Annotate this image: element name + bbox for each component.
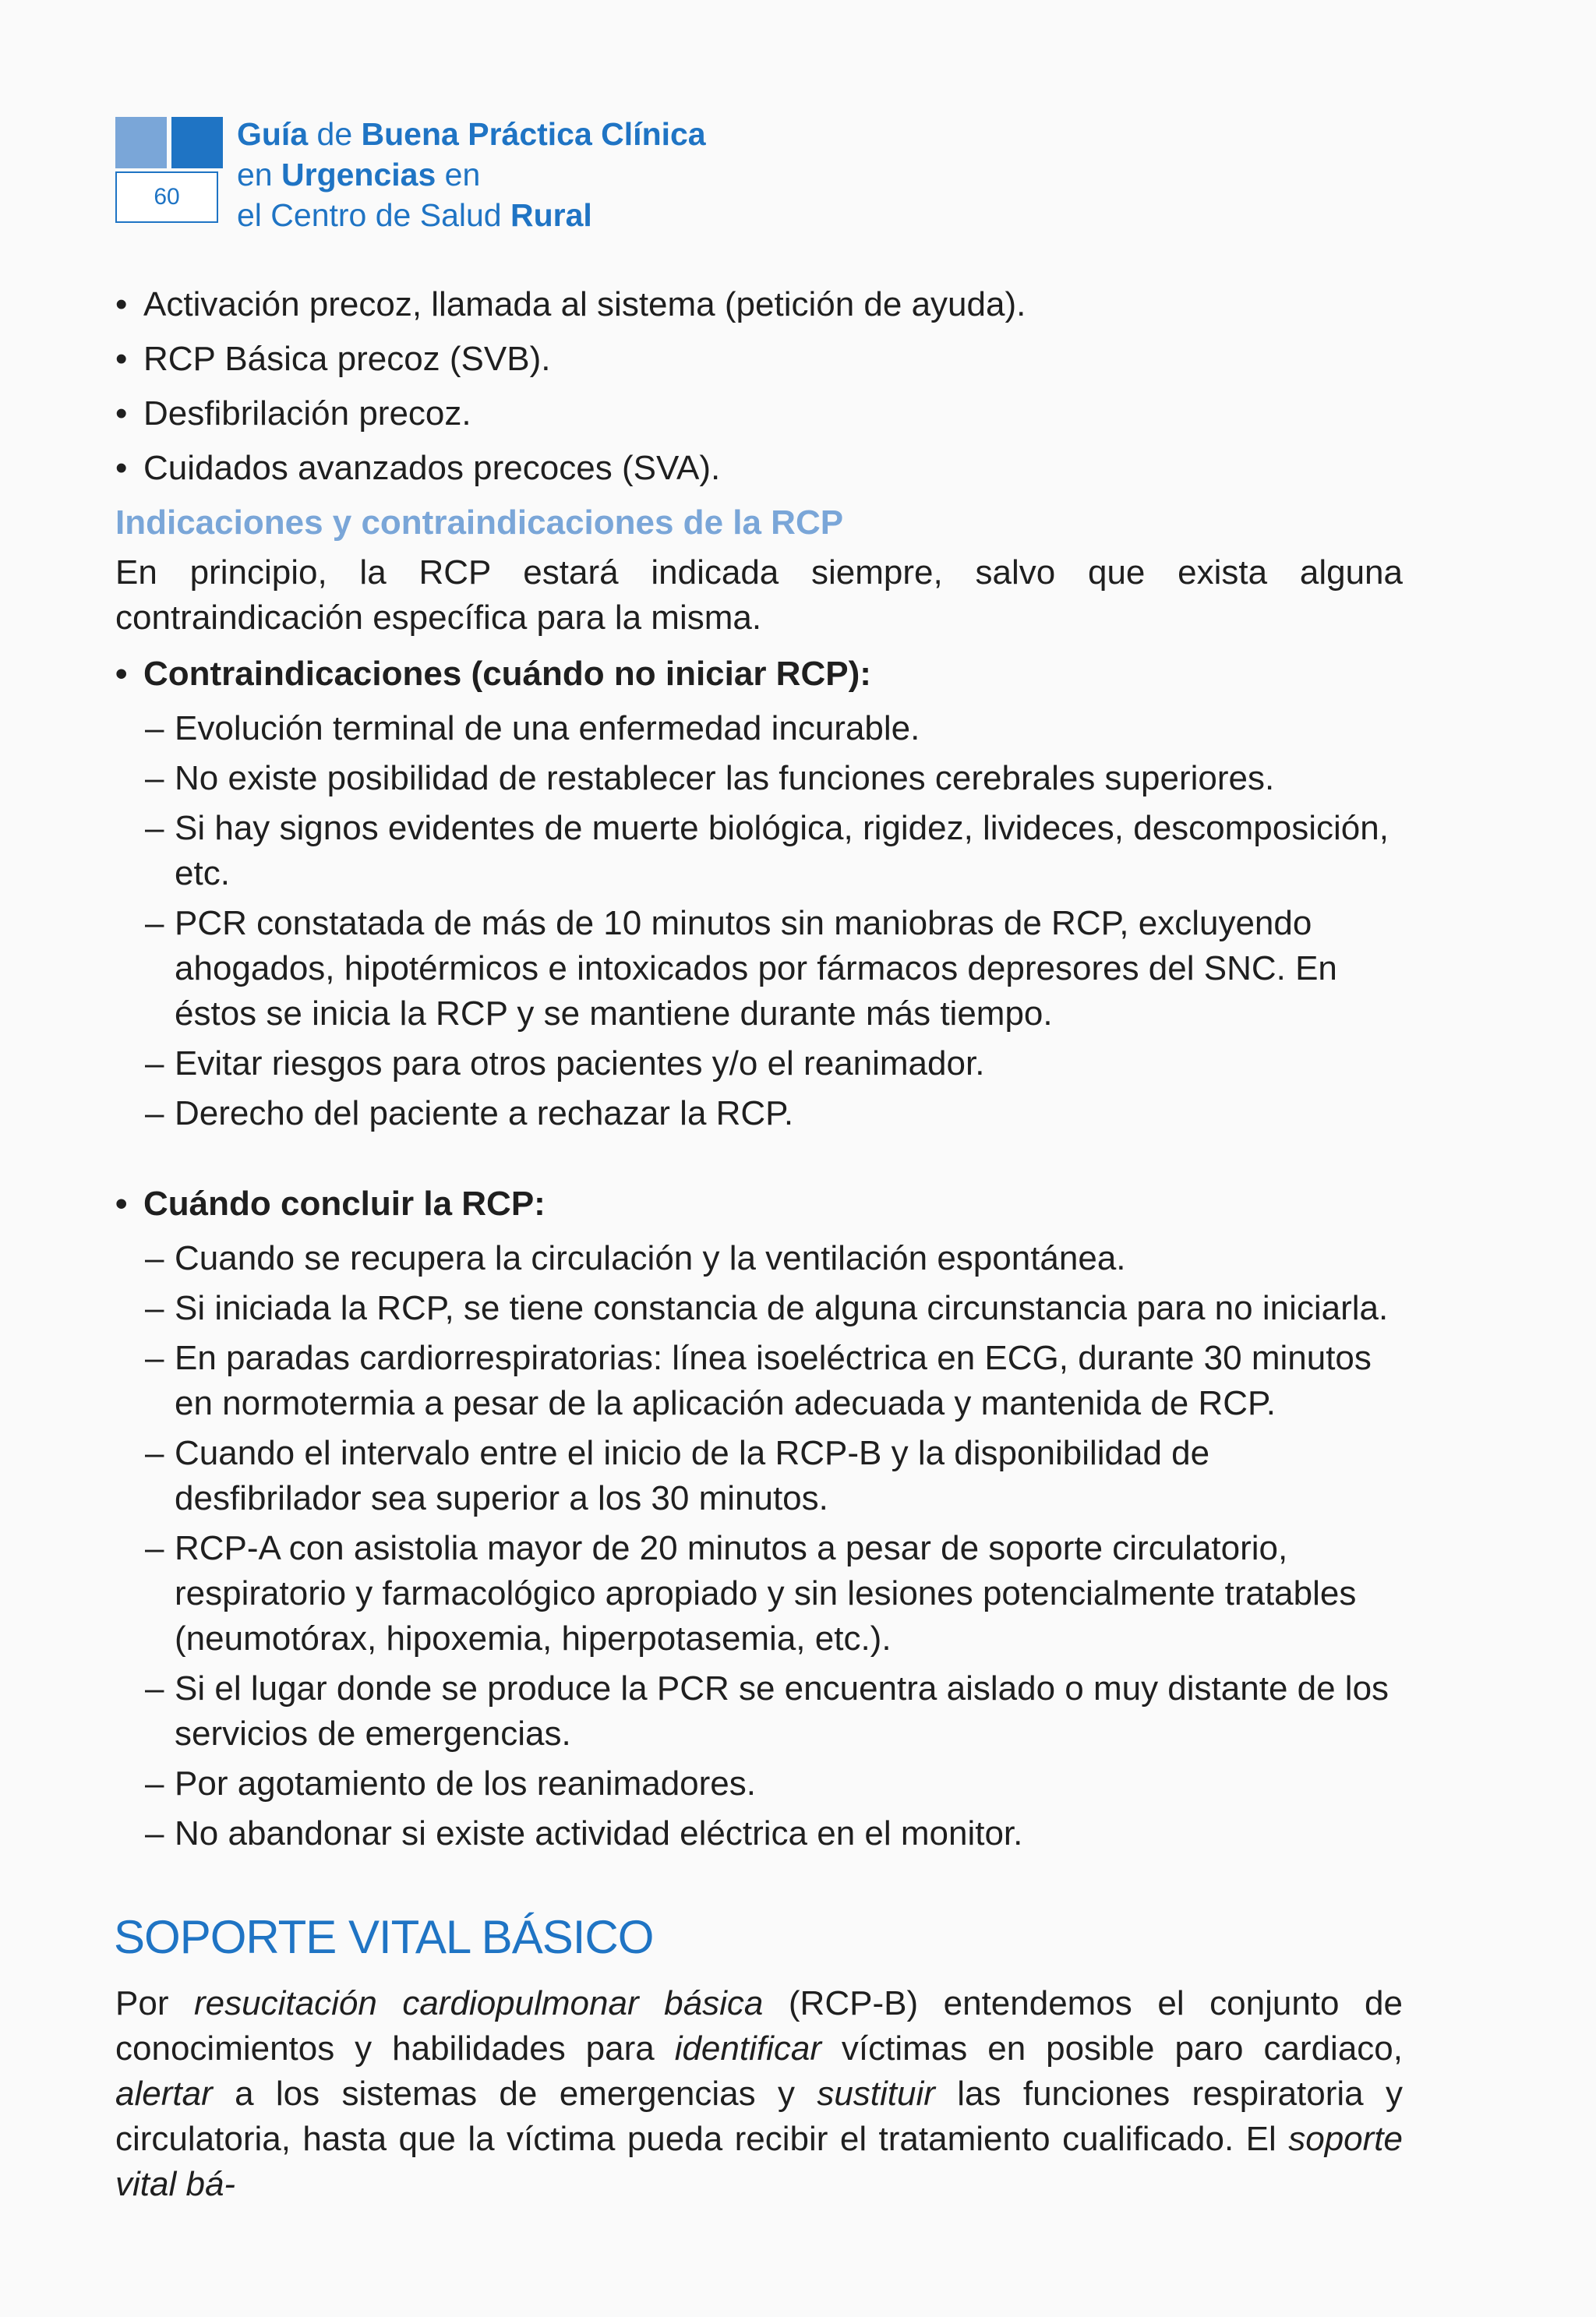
title-word-de: de [308, 116, 362, 152]
contraindication-item: – Derecho del paciente a rechazar la RCP. [115, 1091, 1403, 1136]
decorative-square-dark [171, 117, 223, 168]
conclude-item: – RCP-A con asistolia mayor de 20 minutos a pesar de soporte circulatorio, respiratorio y farmacológico apropiado y sin lesiones potencialmente tratables (neumotórax, hipoxemia, hiperpotasemia, etc.). [115, 1526, 1403, 1662]
decorative-square-light [115, 117, 167, 168]
page-content [115, 282, 1403, 2218]
title-words-buena-practica: Buena Práctica Clínica [361, 116, 706, 152]
svb-text: víctimas en posible paro cardiaco, [821, 2029, 1403, 2068]
page-number: 60 [115, 171, 218, 223]
title-word-urgencias: Urgencias [281, 157, 436, 192]
svb-text: Por [115, 1984, 195, 2022]
spacer [115, 1141, 1403, 1181]
chain-of-survival-list [115, 282, 1403, 491]
conclude-item: – Cuando el intervalo entre el inicio de la RCP-B y la disponibilidad de desfibrilador sea superior a los 30 minutos. [115, 1431, 1403, 1521]
svb-italic: sustituir [817, 2075, 935, 2113]
title-word-guia: Guía [237, 116, 309, 152]
svb-italic: identificar [674, 2029, 821, 2068]
title-word-rural: Rural [510, 197, 592, 233]
contraindication-item: – PCR constatada de más de 10 minutos sin maniobras de RCP, excluyendo ahogados, hipotérmicos e intoxicados por fármacos depresores del SNC. En éstos se inicia la RCP y se mantiene durante más tiempo. [115, 901, 1403, 1037]
contraindication-item: – No existe posibilidad de restablecer las funciones cerebrales superiores. [115, 756, 1403, 801]
contraindication-item: – Si hay signos evidentes de muerte biológica, rigidez, livideces, descomposición, etc. [115, 806, 1403, 896]
conclude-rcp-title: • Cuándo concluir la RCP: [115, 1181, 1403, 1227]
svb-text: las funciones respiratoria y circulatoria, hasta que la víctima pueda recibir el tratamiento cualificado. El [115, 2075, 1403, 2158]
conclude-item: – Si iniciada la RCP, se tiene constancia de alguna circunstancia para no iniciarla. [115, 1286, 1403, 1331]
guide-title-line-2 [237, 154, 706, 195]
indications-intro: En principio, la RCP estará indicada siempre, salvo que exista alguna contraindicación específica para la misma. [115, 553, 1403, 637]
chain-item: • Desfibrilación precoz. [115, 391, 1403, 436]
section-heading-indications: Indicaciones y contraindicaciones de la RCP [115, 503, 844, 542]
svb-italic: soporte vital bá- [115, 2120, 1403, 2203]
contraindication-item: – Evolución terminal de una enfermedad incurable. [115, 706, 1403, 751]
contraindications-list [115, 706, 1403, 1136]
conclude-item: – Por agotamiento de los reanimadores. [115, 1761, 1403, 1807]
title-word-en-2: en [436, 157, 481, 192]
page-header [115, 114, 817, 231]
svb-text: a los sistemas de emergencias y [212, 2075, 817, 2113]
contraindication-item: – Evitar riesgos para otros pacientes y/o el reanimador. [115, 1041, 1403, 1086]
svb-italic: resucitación cardiopulmonar básica [194, 1984, 764, 2022]
conclude-item: – Cuando se recupera la circulación y la ventilación espontánea. [115, 1236, 1403, 1281]
conclude-item: – Si el lugar donde se produce la PCR se encuentra aislado o muy distante de los servicios de emergencias. [115, 1666, 1403, 1757]
guide-title-line-3 [237, 195, 706, 235]
contraindications-title: • Contraindicaciones (cuándo no iniciar RCP): [115, 652, 1403, 697]
chain-item: • RCP Básica precoz (SVB). [115, 337, 1403, 382]
conclude-item: – En paradas cardiorrespiratorias: línea isoeléctrica en ECG, durante 30 minutos en normotermia a pesar de la aplicación adecuada y mantenida de RCP. [115, 1336, 1403, 1426]
section-heading-svb: SOPORTE VITAL BÁSICO [114, 1911, 654, 1963]
chain-item: • Cuidados avanzados precoces (SVA). [115, 446, 1403, 491]
title-words-centro-salud: el Centro de Salud [237, 197, 511, 233]
guide-title-line-1 [237, 114, 706, 154]
guide-title [237, 114, 706, 235]
svb-italic: alertar [115, 2075, 213, 2113]
conclude-item: – No abandonar si existe actividad eléctrica en el monitor. [115, 1811, 1403, 1856]
chain-item: • Activación precoz, llamada al sistema (petición de ayuda). [115, 282, 1403, 327]
title-word-en: en [237, 157, 281, 192]
svb-text: (RCP-B) entendemos el conjunto de conocimientos y habilidades para [115, 1984, 1403, 2068]
svb-paragraph [115, 1981, 1403, 2207]
conclude-rcp-list [115, 1236, 1403, 1856]
